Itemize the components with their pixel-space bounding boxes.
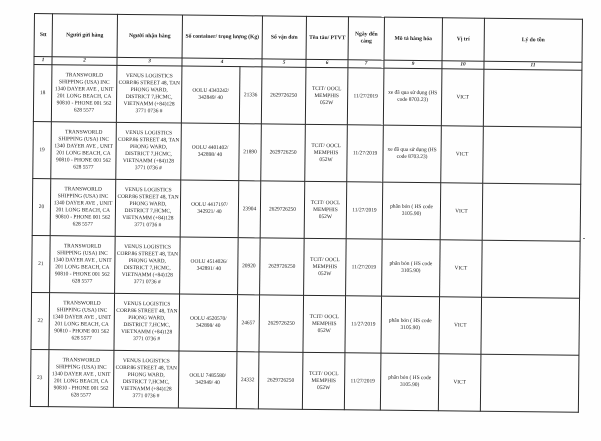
row-vessel: TCIT/ OOCL MEMPHIS 052W	[305, 124, 348, 181]
row-goods: phân bón ( HS code 3105.90)	[382, 182, 441, 240]
column-number: 10	[442, 61, 484, 69]
row-location: VICT	[441, 69, 484, 126]
header-stt: Stt	[34, 14, 52, 57]
table-row	[33, 65, 582, 128]
row-container: OOLU 4417197/ 342921/ 40	[180, 180, 239, 238]
row-stt: 21	[32, 235, 51, 292]
table-row	[30, 349, 579, 412]
row-vessel: TCIT/ OOCL MEMPHIS 052W	[304, 181, 347, 238]
table-row	[32, 235, 581, 298]
row-reason	[480, 354, 579, 412]
column-number: 2	[52, 57, 117, 66]
row-weight: 23904	[238, 181, 261, 238]
row-arrival: 11/27/2019	[344, 353, 381, 410]
column-number: 7	[348, 60, 384, 68]
table-row	[32, 178, 581, 241]
column-number: 5	[262, 59, 306, 67]
row-bill: 2629726250	[261, 67, 306, 124]
row-weight: 21336	[239, 67, 262, 124]
row-arrival: 11/27/2019	[346, 239, 383, 296]
row-vessel: TCIT/ OOCL MEMPHIS 052W	[303, 295, 346, 352]
row-container: OOLU 4401402/ 342898/ 40	[181, 123, 240, 181]
row-reason	[483, 126, 582, 184]
row-location: VICT	[441, 126, 484, 183]
header-vessel: Tên tàu/ PTVT	[306, 16, 348, 59]
row-vessel: TCIT/ OOCL MEMPHIS 052W	[302, 352, 345, 409]
table-row	[31, 292, 580, 355]
row-container: OOLU 4520570/ 342898/ 40	[179, 294, 238, 352]
row-reason	[483, 69, 582, 127]
row-shipper: TRANSWORLD SHIPPING (USA) INC 1340 DAYER AVE , UNIT 201 LONG BEACH, CA 90810 - PHONE 001 562 628 5577	[50, 179, 116, 237]
column-number: 9	[384, 60, 442, 69]
row-weight: 20920	[238, 238, 261, 295]
header-reason: Lý do tồn	[484, 18, 582, 62]
row-consignee: VENUS LOGISTICS CORP.86 STREET 48, TAN PHONG WARD, DISTRICT 7,HCMC, VIETNAMM (+84)128 3771 0736 #	[115, 236, 181, 294]
row-bill: 2629726250	[259, 295, 304, 352]
row-arrival: 11/27/2019	[345, 296, 382, 353]
column-number: 11	[484, 61, 582, 70]
header-consignee: Người nhận hàng	[117, 14, 182, 58]
row-location: VICT	[440, 240, 483, 297]
row-container: OOLU 7485580/ 342949/ 40	[178, 351, 237, 409]
header-location: Vị trí	[442, 18, 484, 61]
row-vessel: TCIT/ OOCL MEMPHIS 052W	[305, 67, 348, 124]
row-shipper: TRANSWORLD SHIPPING (USA) INC 1340 DAYER AVE , UNIT 201 LONG BEACH, CA 90810 - PHONE 001 562 628 5577	[50, 236, 116, 294]
table-row	[33, 121, 582, 184]
row-consignee: VENUS LOGISTICS CORP.86 STREET 48, TAN PHONG WARD, DISTRICT 7,HCMC, VIETNAMM (+84)128 3771 0736 #	[116, 122, 182, 180]
row-shipper: TRANSWORLD SHIPPING (USA) INC 1340 DAYER AVE , UNIT 201 LONG BEACH, CA 90810 - PHONE 001 562 628 5577	[48, 350, 114, 408]
row-shipper: TRANSWORLD SHIPPING (USA) INC 1340 DAYER AVE , UNIT 201 LONG BEACH, CA 90810 - PHONE 001 562 628 5577	[49, 293, 115, 351]
row-vessel: TCIT/ OOCL MEMPHIS 052W	[304, 238, 347, 295]
row-location: VICT	[439, 297, 482, 354]
row-goods: phân bón ( HS code 3105.90)	[381, 296, 440, 354]
row-consignee: VENUS LOGISTICS CORP.86 STREET 48, TAN PHONG WARD, DISTRICT 7,HCMC, VIETNAMM (+84)128 3771 0736 #	[114, 293, 180, 351]
row-stt: 22	[31, 292, 50, 349]
row-weight: 21890	[239, 124, 262, 181]
column-number: 6	[306, 59, 348, 67]
row-reason	[482, 183, 581, 241]
column-number: 4	[182, 58, 262, 67]
row-stt: 23	[30, 349, 49, 406]
row-reason	[482, 240, 581, 298]
header-arrival: Ngày đến cảng	[348, 17, 384, 60]
row-goods: phân bón ( HS code 3105.90)	[380, 353, 439, 411]
row-container: OOLU 4514026/ 342891/ 40	[180, 237, 239, 295]
scan-speck	[583, 238, 585, 239]
row-arrival: 11/27/2019	[347, 125, 384, 182]
row-bill: 2629726250	[261, 124, 306, 181]
header-goods: Mô tả hàng hóa	[384, 17, 442, 61]
row-location: VICT	[440, 183, 483, 240]
row-stt: 19	[33, 121, 52, 178]
row-consignee: VENUS LOGISTICS CORP.86 STREET 48, TAN PHONG WARD, DISTRICT 7,HCMC, VIETNAMM (+84)128 3771 0736 #	[115, 179, 181, 237]
column-number: 3	[117, 57, 182, 66]
row-bill: 2629726250	[260, 181, 305, 238]
row-container: OOLU 4343242/ 342849/ 40	[181, 66, 240, 124]
header-shipper: Người gửi hàng	[52, 14, 117, 58]
row-bill: 2629726250	[258, 352, 303, 409]
row-shipper: TRANSWORLD SHIPPING (USA) INC 1340 DAYER AVE , UNIT 201 LONG BEACH, CA 90810 - PHONE 001 562 628 5577	[51, 65, 117, 123]
row-goods: xe đã qua sử dụng (HS code 8703.23)	[383, 68, 442, 126]
row-shipper: TRANSWORLD SHIPPING (USA) INC 1340 DAYER AVE , UNIT 201 LONG BEACH, CA 90810 - PHONE 001 562 628 5577	[51, 122, 117, 180]
cargo-manifest-table	[30, 13, 583, 413]
row-consignee: VENUS LOGISTICS CORP.86 STREET 48, TAN PHONG WARD, DISTRICT 7,HCMC, VIETNAMM (+84)128 3771 0736 #	[113, 350, 179, 408]
row-weight: 24332	[236, 352, 259, 409]
row-arrival: 11/27/2019	[346, 182, 383, 239]
row-goods: phân bón ( HS code 3105.90)	[382, 239, 441, 297]
row-location: VICT	[438, 354, 481, 411]
header-container-weight: Số container/ trọng lượng (Kg)	[182, 15, 262, 59]
row-bill: 2629726250	[260, 238, 305, 295]
row-reason	[481, 297, 580, 355]
column-number: 1	[34, 57, 52, 65]
row-goods: xe đã qua sử dụng (HS code 8703.23)	[383, 125, 442, 183]
row-consignee: VENUS LOGISTICS CORP.86 STREET 48, TAN PHONG WARD, DISTRICT 7,HCMC, VIETNAMM (+84)128 3771 0736 #	[116, 65, 182, 123]
header-bill: Số vận đơn	[262, 16, 306, 59]
row-stt: 18	[33, 65, 52, 122]
header-row	[34, 14, 582, 63]
row-arrival: 11/27/2019	[347, 68, 384, 125]
row-weight: 24657	[237, 295, 260, 352]
row-stt: 20	[32, 178, 51, 235]
